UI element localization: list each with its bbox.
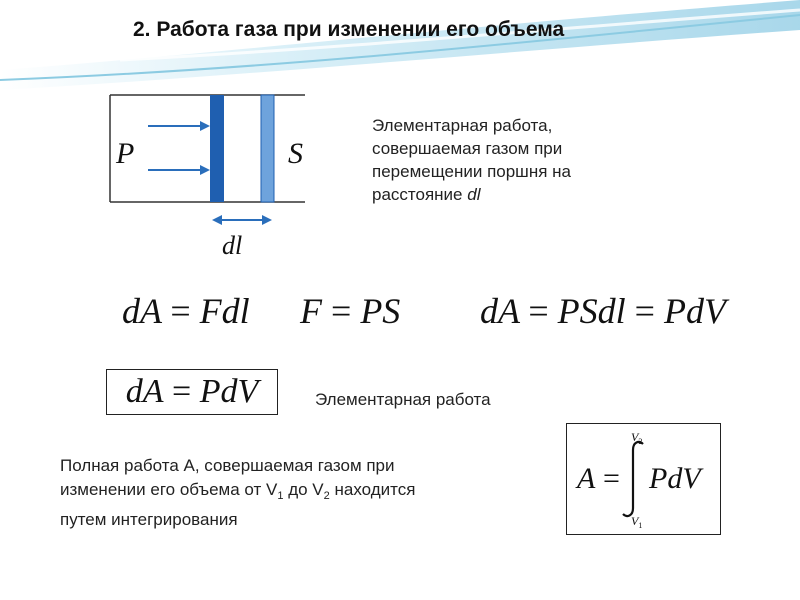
slide-title: 2. Работа газа при изменении его объема [133, 18, 565, 41]
boxed-integral-equation [566, 423, 721, 535]
integral-lower-sub: 1 [638, 521, 643, 530]
integral-upper-limit [631, 430, 642, 446]
full-work-line-2-mid: до V [283, 480, 324, 499]
integral-upper-var: V [631, 430, 639, 444]
displacement-arrowhead-left [212, 215, 222, 225]
integral-svg [567, 424, 719, 533]
elementary-work-description [372, 114, 571, 206]
piston-diagram [100, 88, 320, 273]
equation-force-pressure [300, 290, 400, 332]
eq3-op1: = [528, 291, 549, 331]
full-work-line-2 [60, 478, 415, 508]
integral-upper-sub: 2 [638, 437, 643, 446]
full-work-sub-2: 2 [323, 490, 330, 502]
boxed-lhs: dA [125, 373, 164, 410]
pressure-arrowhead-top [200, 121, 210, 131]
eq3-op2: = [634, 291, 655, 331]
displacement-label: dl [222, 231, 243, 260]
eq2-rhs: PS [360, 291, 401, 331]
eq1-op: = [170, 291, 191, 331]
full-work-line-3: путем интегрирования [60, 510, 238, 529]
eq2-lhs: F [300, 291, 322, 331]
displacement-arrowhead-right [262, 215, 272, 225]
eq3-lhs: dA [480, 291, 520, 331]
eq3-rhs: PdV [663, 291, 726, 331]
eq1-rhs: Fdl [199, 291, 250, 331]
description-line-2: совершаемая газом при [372, 139, 563, 158]
pressure-arrowhead-bottom [200, 165, 210, 175]
description-line-1: Элементарная работа, [372, 116, 553, 135]
header-wave-decoration [0, 0, 800, 90]
piston-initial [210, 95, 224, 202]
description-line-3: перемещении поршня на [372, 162, 571, 181]
eq1-lhs: dA [122, 291, 162, 331]
equation-work-force [122, 290, 250, 332]
full-work-line-2-suffix: находится [329, 480, 416, 499]
integral-lower-var: V [631, 514, 639, 528]
full-work-description [60, 454, 415, 532]
integral-lhs: A [577, 462, 596, 495]
full-work-line-1: Полная работа A, совершаемая газом при [60, 456, 395, 475]
integral-integrand: PdV [649, 462, 701, 495]
full-work-sub-1: 1 [277, 490, 284, 502]
equation-work-volume [480, 290, 726, 332]
description-dl-variable: dl [467, 185, 481, 204]
integral-lower-limit [631, 514, 642, 530]
eq3-mid: PSdl [557, 291, 626, 331]
boxed-elementary-work-equation [106, 369, 278, 415]
description-line-4 [372, 183, 571, 206]
piston-displaced [261, 95, 274, 202]
boxed-op: = [172, 373, 192, 410]
elementary-work-caption: Элементарная работа [315, 390, 491, 409]
description-line-4-prefix: расстояние [372, 185, 468, 204]
eq2-op: = [331, 291, 352, 331]
area-label: S [288, 137, 303, 170]
boxed-rhs: PdV [199, 373, 259, 410]
integral-sign-icon [623, 442, 643, 516]
full-work-line-2-prefix: изменении его объема от V [60, 480, 278, 499]
integral-equals: = [603, 462, 620, 495]
cylinder-svg [100, 88, 320, 268]
pressure-label: P [116, 137, 135, 170]
